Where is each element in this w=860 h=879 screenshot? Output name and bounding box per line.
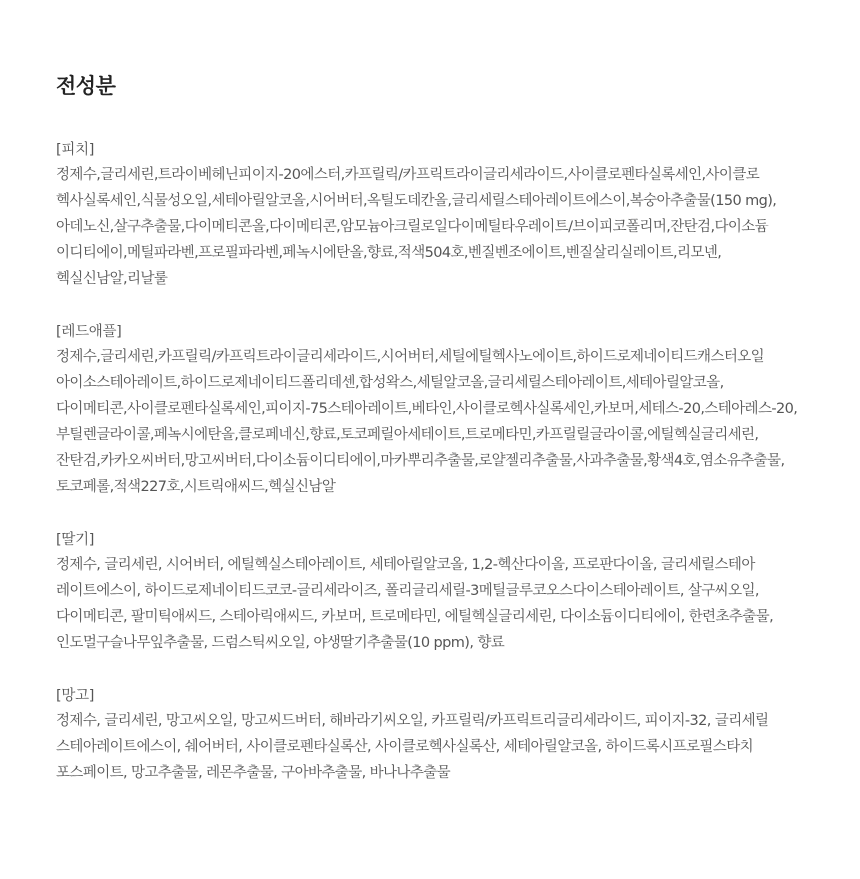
ingredient-list-peach (56, 162, 826, 292)
ingredient-line: 토코페롤,적색227호,시트릭애씨드,헥실신남알 (56, 479, 336, 495)
ingredient-line: 헥실신남알,리날룰 (56, 271, 168, 287)
ingredient-line: 다이메티콘, 팔미틱애씨드, 스테아릭애씨드, 카보머, 트로메타민, 에틸헥실글리세린, 다이소듐이디티에이, 한련초추출물, (56, 609, 774, 625)
page-title: 전성분 (56, 74, 116, 98)
section-heading-red-apple: [레드애플] (56, 324, 122, 340)
ingredient-line: 인도멀구슬나무잎추출물, 드럼스틱씨오일, 야생딸기추출물(10 ppm), 향료 (56, 635, 505, 651)
ingredient-line: 스테아레이트에스이, 쉐어버터, 사이클로펜타실록산, 사이클로헥사실록산, 세테아릴알코올, 하이드록시프로필스타치 (56, 739, 754, 755)
ingredient-line: 정제수,글리세린,카프릴릭/카프릭트라이글리세라이드,시어버터,세틸에틸헥사노에이트,하이드로제네이티드캐스터오일 (56, 349, 765, 365)
ingredient-line: 잔탄검,카카오씨버터,망고씨버터,다이소듐이디티에이,마카뿌리추출물,로얄젤리추출물,사과추출물,황색4호,염소유추출물, (56, 453, 785, 469)
ingredient-line: 정제수, 글리세린, 망고씨오일, 망고씨드버터, 해바라기씨오일, 카프릴릭/카프릭트리글리세라이드, 피이지-32, 글리세릴 (56, 713, 769, 729)
section-heading-peach: [피치] (56, 142, 95, 158)
ingredient-line: 다이메티콘,사이클로펜타실록세인,피이지-75스테아레이트,베타인,사이클로헥사실록세인,카보머,세테스-20,스테아레스-20, (56, 401, 798, 417)
ingredient-section-mango (56, 684, 860, 786)
ingredient-line: 헥사실록세인,식물성오일,세테아릴알코올,시어버터,옥틸도데칸올,글리세릴스테아레이트에스이,복숭아추출물(150 mg), (56, 193, 777, 209)
ingredient-section-strawberry (56, 528, 860, 656)
ingredient-line: 부틸렌글라이콜,페녹시에탄올,클로페네신,향료,토코페릴아세테이트,트로메타민,카프릴릴글라이콜,에틸헥실글리세린, (56, 427, 759, 443)
ingredient-line: 아데노신,살구추출물,다이메티콘올,다이메티콘,암모늄아크릴로일다이메틸타우레이트/브이피코폴리머,잔탄검,다이소듐 (56, 219, 769, 235)
ingredient-list-strawberry (56, 552, 826, 656)
ingredient-list-red-apple (56, 344, 826, 500)
ingredient-section-peach (56, 138, 860, 292)
ingredient-list-mango (56, 708, 826, 786)
section-heading-mango: [망고] (56, 688, 95, 704)
ingredient-line: 포스페이트, 망고추출물, 레몬추출물, 구아바추출물, 바나나추출물 (56, 765, 451, 781)
ingredient-line: 아이소스테아레이트,하이드로제네이티드폴리데센,합성왁스,세틸알코올,글리세릴스테아레이트,세테아릴알코올, (56, 375, 724, 391)
ingredient-line: 정제수,글리세린,트라이베헤닌피이지-20에스터,카프릴릭/카프릭트라이글리세라이드,사이클로펜타실록세인,사이클로 (56, 167, 760, 183)
section-heading-strawberry: [딸기] (56, 532, 95, 548)
ingredient-line: 이디티에이,메틸파라벤,프로필파라벤,페녹시에탄올,향료,적색504호,벤질벤조에이트,벤질살리실레이트,리모넨, (56, 245, 722, 261)
ingredient-line: 레이트에스이, 하이드로제네이티드코코-글리세라이즈, 폴리글리세릴-3메틸글루코오스다이스테아레이트, 살구씨오일, (56, 583, 759, 599)
ingredient-section-red-apple (56, 320, 860, 500)
ingredient-line: 정제수, 글리세린, 시어버터, 에틸헥실스테아레이트, 세테아릴알코올, 1,2-헥산다이올, 프로판다이올, 글리세릴스테아 (56, 557, 755, 573)
